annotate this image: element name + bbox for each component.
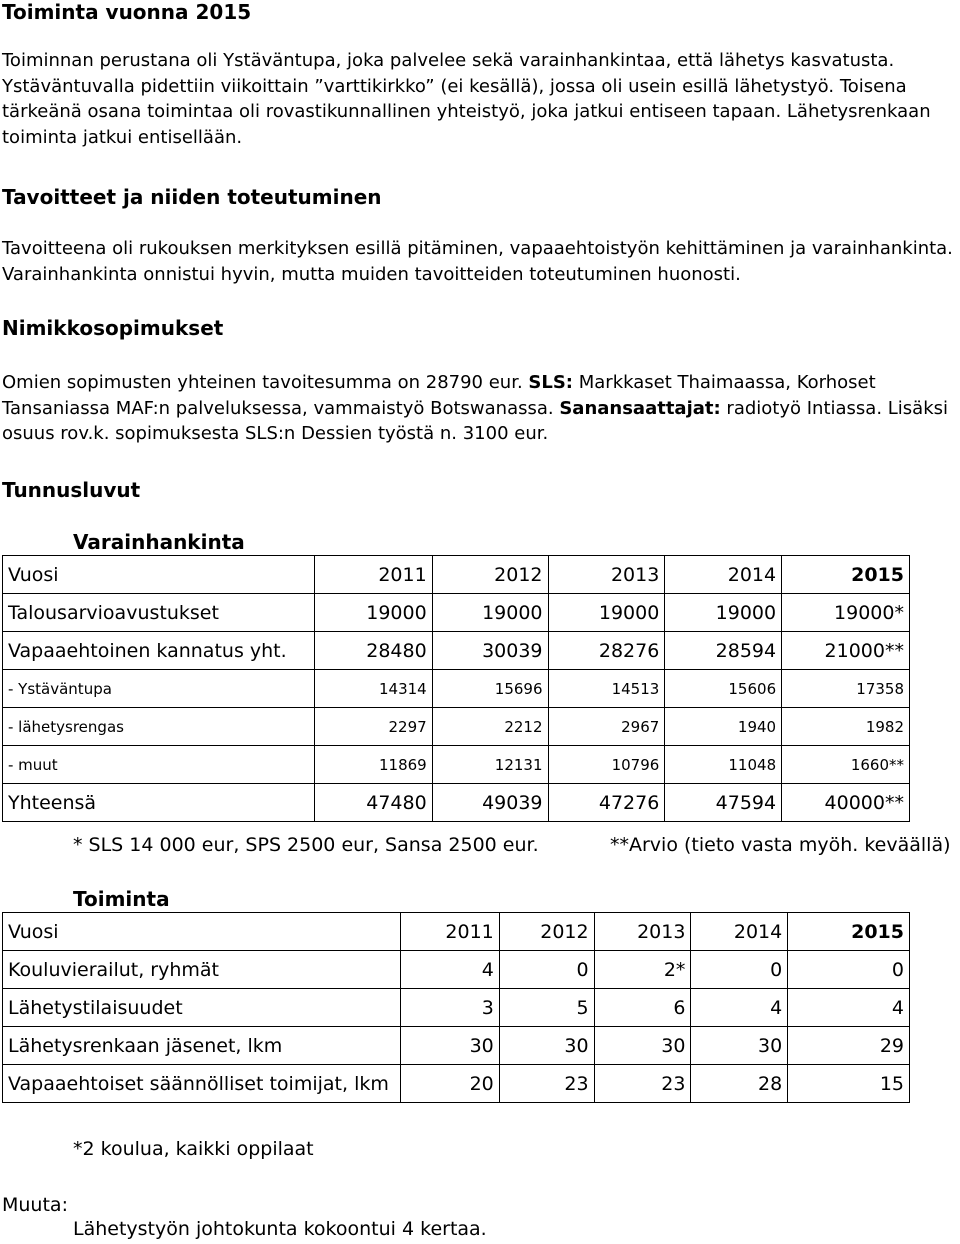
fundraising-value-cell: 19000 (432, 594, 548, 632)
activity-year-cell: 2015 (788, 913, 910, 951)
contracts-paragraph (2, 370, 957, 447)
activity-value-cell: 4 (788, 989, 910, 1027)
goals-paragraph: Tavoitteena oli rukouksen merkityksen esillä pitäminen, vapaaehtoistyön kehittäminen ja varainhankinta. Varainhankinta onnistui hyvin, mutta muiden tavoitteiden toteutuminen huonosti. (2, 238, 953, 285)
activity-value-cell: 30 (499, 1027, 594, 1065)
intro-paragraph: Toiminnan perustana oli Ystäväntupa, joka palvelee sekä varainhankintaa, että lähetys kasvatusta. Ystäväntuvalla pidettiin viikoittain ”varttikirkko” (ei kesällä), jossa oli usein esillä lähetystyö. Toisena tärkeänä osana toimintaa oli rovastikunnallinen yhteistyö, joka jatkui entiseen tapaan. Lähetysrenkaan toiminta jatkui entisellään. (2, 50, 931, 148)
fundraising-row-label: Yhteensä (3, 784, 315, 822)
fundraising-value-cell: 2967 (548, 708, 665, 746)
activity-value-cell: 23 (499, 1065, 594, 1103)
activity-value-cell: 23 (594, 1065, 691, 1103)
activity-value-cell: 3 (400, 989, 499, 1027)
fundraising-row (3, 746, 910, 784)
activity-year-cell: 2014 (691, 913, 788, 951)
fundraising-header-label: Vuosi (3, 556, 315, 594)
fundraising-value-cell: 11048 (665, 746, 782, 784)
fundraising-value-cell: 30039 (432, 632, 548, 670)
activity-value-cell: 15 (788, 1065, 910, 1103)
fundraising-row-label: Vapaaehtoinen kannatus yht. (3, 632, 315, 670)
activity-row-label: Kouluvierailut, ryhmät (3, 951, 401, 989)
activity-header-row (3, 913, 910, 951)
fundraising-value-cell: 19000 (548, 594, 665, 632)
fundraising-value-cell: 2212 (432, 708, 548, 746)
activity-value-cell: 0 (691, 951, 788, 989)
activity-row-label: Vapaaehtoiset säännölliset toimijat, lkm (3, 1065, 401, 1103)
fundraising-value-cell: 28276 (548, 632, 665, 670)
fundraising-row-label: - muut (3, 746, 315, 784)
fundraising-header-row (3, 556, 910, 594)
activity-year-cell: 2013 (594, 913, 691, 951)
activity-caption: Toiminta (73, 887, 170, 911)
fundraising-row (3, 670, 910, 708)
fundraising-row-label: Talousarvioavustukset (3, 594, 315, 632)
activity-value-cell: 6 (594, 989, 691, 1027)
activity-value-cell: 2* (594, 951, 691, 989)
fundraising-note-left: * SLS 14 000 eur, SPS 2500 eur, Sansa 2500 eur. (73, 834, 539, 856)
activity-table (2, 912, 910, 1103)
main-heading: Toiminta vuonna 2015 (2, 0, 252, 24)
fundraising-row (3, 594, 910, 632)
fundraising-value-cell: 21000** (782, 632, 910, 670)
activity-value-cell: 4 (400, 951, 499, 989)
contracts-text-2: Markkaset Thaimaassa, Korhoset Tansaniassa MAF:n palveluksessa, vammaistyö Botswanassa. (2, 372, 876, 419)
fundraising-value-cell: 28480 (314, 632, 432, 670)
fundraising-value-cell: 12131 (432, 746, 548, 784)
fundraising-row (3, 708, 910, 746)
activity-value-cell: 0 (788, 951, 910, 989)
sls-label: SLS: (528, 372, 574, 393)
activity-value-cell: 4 (691, 989, 788, 1027)
fundraising-value-cell: 19000* (782, 594, 910, 632)
activity-year-cell: 2011 (400, 913, 499, 951)
activity-row (3, 1065, 910, 1103)
fundraising-value-cell: 19000 (314, 594, 432, 632)
fundraising-year-cell: 2011 (314, 556, 432, 594)
activity-value-cell: 30 (400, 1027, 499, 1065)
fundraising-year-cell: 2013 (548, 556, 665, 594)
activity-row (3, 951, 910, 989)
fundraising-value-cell: 2297 (314, 708, 432, 746)
fundraising-value-cell: 1660** (782, 746, 910, 784)
activity-header-label: Vuosi (3, 913, 401, 951)
activity-value-cell: 0 (499, 951, 594, 989)
misc-label: Muuta: (2, 1194, 68, 1216)
fundraising-year-cell: 2015 (782, 556, 910, 594)
activity-note: *2 koulua, kaikki oppilaat (73, 1138, 314, 1160)
activity-value-cell: 20 (400, 1065, 499, 1103)
fundraising-value-cell: 14314 (314, 670, 432, 708)
fundraising-year-cell: 2012 (432, 556, 548, 594)
fundraising-value-cell: 28594 (665, 632, 782, 670)
fundraising-value-cell: 1940 (665, 708, 782, 746)
fundraising-value-cell: 11869 (314, 746, 432, 784)
activity-row (3, 989, 910, 1027)
activity-value-cell: 30 (594, 1027, 691, 1065)
activity-value-cell: 30 (691, 1027, 788, 1065)
activity-value-cell: 5 (499, 989, 594, 1027)
fundraising-value-cell: 49039 (432, 784, 548, 822)
figures-heading: Tunnusluvut (2, 478, 141, 502)
fundraising-table (2, 555, 910, 822)
sanansaattajat-label: Sanansaattajat: (559, 397, 721, 419)
fundraising-value-cell: 40000** (782, 784, 910, 822)
fundraising-value-cell: 47480 (314, 784, 432, 822)
contracts-text-3: radiotyö Intiassa. Lisäksi osuus rov.k. sopimuksesta SLS:n Dessien työstä n. 3100 eur. (2, 397, 949, 444)
fundraising-value-cell: 47276 (548, 784, 665, 822)
misc-text: Lähetystyön johtokunta kokoontui 4 kertaa. (73, 1218, 487, 1240)
fundraising-note-right: **Arvio (tieto vasta myöh. keväällä) (610, 834, 951, 856)
activity-row-label: Lähetysrenkaan jäsenet, lkm (3, 1027, 401, 1065)
activity-value-cell: 28 (691, 1065, 788, 1103)
fundraising-row (3, 632, 910, 670)
fundraising-value-cell: 17358 (782, 670, 910, 708)
fundraising-year-cell: 2014 (665, 556, 782, 594)
fundraising-value-cell: 15606 (665, 670, 782, 708)
fundraising-value-cell: 19000 (665, 594, 782, 632)
activity-value-cell: 29 (788, 1027, 910, 1065)
fundraising-value-cell: 14513 (548, 670, 665, 708)
fundraising-row-label: - lähetysrengas (3, 708, 315, 746)
goals-heading: Tavoitteet ja niiden toteutuminen (2, 185, 382, 209)
fundraising-value-cell: 10796 (548, 746, 665, 784)
fundraising-caption: Varainhankinta (73, 530, 245, 554)
fundraising-value-cell: 1982 (782, 708, 910, 746)
fundraising-value-cell: 15696 (432, 670, 548, 708)
activity-row-label: Lähetystilaisuudet (3, 989, 401, 1027)
fundraising-value-cell: 47594 (665, 784, 782, 822)
activity-row (3, 1027, 910, 1065)
fundraising-row-label: - Ystäväntupa (3, 670, 315, 708)
fundraising-row (3, 784, 910, 822)
contracts-heading: Nimikkosopimukset (2, 316, 224, 340)
activity-year-cell: 2012 (499, 913, 594, 951)
contracts-text-1: Omien sopimusten yhteinen tavoitesumma on 28790 eur. (2, 372, 529, 393)
